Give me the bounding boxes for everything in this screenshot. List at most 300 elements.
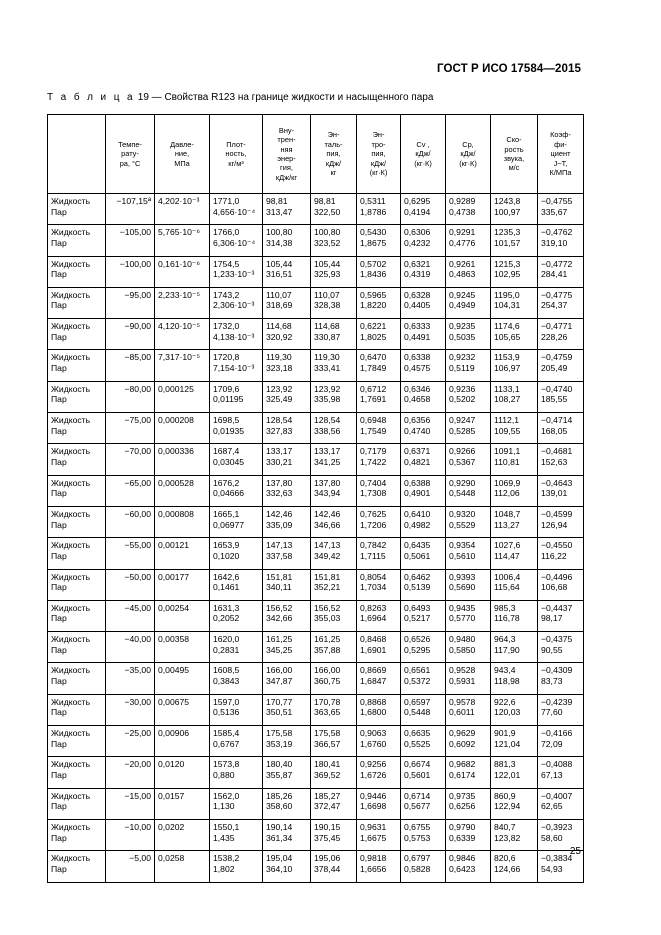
jt-cell	[538, 600, 584, 631]
u-cell	[263, 851, 311, 882]
w-cell	[491, 851, 538, 882]
cp-value: 0,5931	[449, 676, 476, 687]
table-row	[48, 569, 584, 600]
u-value: 142,46	[266, 508, 293, 519]
s-value: 0,6470	[360, 352, 387, 363]
u-value: 114,68	[266, 321, 292, 332]
s-value: 1,7691	[360, 394, 387, 405]
pressure-cell	[155, 350, 210, 381]
jt-value: −0,4755	[541, 196, 573, 206]
h-value: 110,07	[314, 289, 340, 300]
pressure-cell	[155, 256, 210, 287]
rho-value: 0,1020	[213, 550, 240, 561]
temperature-cell	[106, 350, 155, 381]
phase-label: Пар	[51, 801, 67, 812]
cv-cell	[401, 538, 446, 569]
s-value: 0,9631	[360, 821, 387, 832]
u-cell	[263, 788, 311, 819]
jt-cell	[538, 569, 584, 600]
phase-label: Пар	[51, 237, 67, 248]
cp-cell	[446, 663, 491, 694]
u-cell	[263, 319, 311, 350]
cp-value: 0,6423	[449, 863, 476, 874]
pressure-cell	[155, 819, 210, 850]
w-cell	[491, 225, 538, 256]
cv-value: 0,5601	[404, 769, 431, 780]
u-cell	[263, 506, 311, 537]
u-value: 100,80	[266, 227, 293, 238]
s-value: 1,6901	[360, 644, 387, 655]
s-cell	[357, 350, 401, 381]
jt-value: 77,60	[541, 707, 563, 718]
cv-value: 0,6356	[404, 415, 431, 426]
s-value: 0,7404	[360, 477, 387, 488]
h-value: 128,54	[314, 415, 341, 426]
rho-value: 1,130	[213, 801, 235, 812]
cp-value: 0,9790	[449, 821, 476, 832]
w-cell	[491, 444, 538, 475]
h-cell	[311, 319, 357, 350]
w-value: 1006,4	[494, 571, 521, 582]
temperature-cell	[106, 413, 155, 444]
column-header-line: трен-	[277, 135, 296, 145]
rho-value: 0,3843	[213, 676, 240, 687]
column-header-line: пия,	[326, 149, 341, 159]
s-cell	[357, 632, 401, 663]
cv-value: 0,4658	[404, 394, 431, 405]
cp-value: 0,9245	[449, 289, 476, 300]
cv-value: 0,6371	[404, 446, 431, 457]
w-cell	[491, 694, 538, 725]
cv-value: 0,6493	[404, 602, 431, 613]
jt-value: −0,4643	[541, 477, 573, 488]
column-header-line: кДж/	[415, 149, 431, 159]
h-value: 166,00	[314, 665, 341, 676]
u-value: 327,83	[266, 425, 293, 436]
temperature-cell	[106, 319, 155, 350]
page-number: 25	[569, 846, 581, 857]
cv-value: 0,5677	[404, 801, 431, 812]
jt-value: −0,4599	[541, 508, 573, 519]
column-header-line: кДж/	[325, 158, 342, 168]
u-cell	[263, 475, 311, 506]
s-value: 1,8025	[360, 331, 387, 342]
cp-value: 0,9435	[449, 602, 476, 613]
pressure-cell	[155, 726, 210, 757]
w-cell	[491, 788, 538, 819]
w-value: 840,7	[494, 821, 516, 832]
temperature-cell	[106, 506, 155, 537]
cp-value: 0,6011	[449, 707, 475, 718]
column-header-line: Cv ,	[416, 139, 430, 149]
u-cell	[263, 632, 311, 663]
s-value: 1,6760	[360, 738, 387, 749]
cp-value: 0,9682	[449, 759, 476, 770]
s-value: 1,7115	[360, 550, 386, 561]
pressure-value: 0,000125	[158, 383, 194, 394]
jt-cell	[538, 256, 584, 287]
rho-cell	[210, 256, 263, 287]
u-cell	[263, 663, 311, 694]
table-row	[48, 287, 584, 318]
rho-value: 0,2052	[213, 613, 240, 624]
h-value: 170,78	[314, 696, 341, 707]
cv-cell	[401, 350, 446, 381]
pressure-cell	[155, 287, 210, 318]
phase-cell	[48, 413, 106, 444]
cp-cell	[446, 726, 491, 757]
u-value: 190,14	[266, 821, 293, 832]
w-value: 100,97	[494, 206, 521, 217]
temperature-cell	[106, 225, 155, 256]
u-value: 330,21	[266, 456, 293, 467]
u-cell	[263, 413, 311, 444]
u-cell	[263, 538, 311, 569]
h-value: 325,93	[314, 269, 341, 280]
pressure-cell	[155, 538, 210, 569]
h-cell	[311, 726, 357, 757]
w-cell	[491, 506, 538, 537]
cv-value: 0,6328	[404, 289, 431, 300]
rho-value: 7,154·10⁻³	[213, 363, 255, 374]
w-cell	[491, 663, 538, 694]
phase-label: Пар	[51, 300, 67, 311]
temperature-cell	[106, 600, 155, 631]
s-value: 0,6948	[360, 415, 387, 426]
rho-value: 1676,2	[213, 477, 240, 488]
w-value: 1174,6	[494, 321, 520, 332]
phase-label: Жидкость	[51, 415, 91, 426]
w-cell	[491, 600, 538, 631]
temperature-value: −85,00	[124, 352, 151, 363]
w-value: 820,6	[494, 853, 516, 864]
phase-label: Пар	[51, 863, 67, 874]
jt-value: 126,94	[541, 519, 568, 530]
rho-value: 1631,3	[213, 602, 240, 613]
rho-cell	[210, 413, 263, 444]
s-cell	[357, 413, 401, 444]
cp-cell	[446, 319, 491, 350]
cp-value: 0,9629	[449, 728, 476, 739]
cv-cell	[401, 287, 446, 318]
rho-value: 0,03045	[213, 456, 245, 467]
cp-value: 0,9291	[449, 227, 476, 238]
cp-value: 0,6339	[449, 832, 476, 843]
s-value: 0,8868	[360, 696, 387, 707]
jt-cell	[538, 506, 584, 537]
column-header-line: К/МПа	[549, 168, 572, 178]
w-value: 122,01	[494, 769, 521, 780]
cv-value: 0,6306	[404, 227, 431, 238]
h-cell	[311, 506, 357, 537]
s-value: 0,8263	[360, 602, 387, 613]
column-header-line: (кг·К)	[369, 168, 388, 178]
temperature-cell	[106, 256, 155, 287]
cp-cell	[446, 569, 491, 600]
cv-value: 0,5061	[404, 550, 431, 561]
u-cell	[263, 694, 311, 725]
table-caption-label: Т а б л и ц а	[47, 92, 135, 103]
phase-label: Жидкость	[51, 258, 91, 269]
temperature-cell	[106, 569, 155, 600]
jt-cell	[538, 663, 584, 694]
jt-value: 98,17	[541, 613, 563, 624]
h-cell	[311, 413, 357, 444]
jt-value: −0,4740	[541, 383, 573, 394]
pressure-cell	[155, 851, 210, 882]
w-value: 881,3	[494, 759, 516, 770]
h-value: 98,81	[314, 196, 336, 206]
rho-value: 1,802	[213, 863, 235, 874]
rho-value: 0,2831	[213, 644, 240, 655]
cp-value: 0,5690	[449, 582, 476, 593]
pressure-value: 0,00358	[158, 634, 190, 645]
pressure-cell	[155, 194, 210, 225]
pressure-value: 0,00121	[158, 540, 190, 551]
rho-value: 1771,0	[213, 196, 240, 206]
jt-value: −0,4771	[541, 321, 573, 332]
pressure-value: 0,000336	[158, 446, 194, 457]
rho-value: 0,6767	[213, 738, 240, 749]
phase-label: Жидкость	[51, 321, 91, 332]
rho-cell	[210, 350, 263, 381]
column-header-line: (кг·К)	[459, 158, 477, 168]
w-value: 901,9	[494, 728, 516, 739]
cv-cell	[401, 726, 446, 757]
cv-value: 0,4901	[404, 488, 431, 499]
u-cell	[263, 757, 311, 788]
cp-value: 0,9266	[449, 446, 476, 457]
jt-cell	[538, 225, 584, 256]
s-cell	[357, 663, 401, 694]
cp-value: 0,9261	[449, 258, 476, 269]
column-header-line: Эн-	[327, 130, 340, 140]
phase-label: Жидкость	[51, 446, 91, 457]
phase-label: Жидкость	[51, 352, 91, 363]
column-header-4	[263, 115, 311, 194]
w-value: 106,97	[494, 363, 521, 374]
cv-value: 0,5217	[404, 613, 431, 624]
temperature-cell	[106, 475, 155, 506]
u-value: 123,92	[266, 383, 293, 394]
w-cell	[491, 350, 538, 381]
cp-value: 0,9289	[449, 196, 476, 206]
cp-cell	[446, 475, 491, 506]
cp-value: 0,9735	[449, 790, 476, 801]
column-header-line: Темпе-	[118, 139, 142, 149]
rho-value: 1754,5	[213, 258, 240, 269]
u-cell	[263, 287, 311, 318]
jt-value: 90,55	[541, 644, 563, 655]
cp-value: 0,9393	[449, 571, 476, 582]
cp-value: 0,9236	[449, 383, 476, 394]
phase-cell	[48, 350, 106, 381]
phase-cell	[48, 475, 106, 506]
s-cell	[357, 694, 401, 725]
cp-value: 0,5035	[449, 331, 476, 342]
table-row	[48, 194, 584, 225]
phase-label: Жидкость	[51, 571, 91, 582]
phase-label: Пар	[51, 519, 67, 530]
s-value: 0,5311	[360, 196, 386, 206]
u-value: 320,92	[266, 331, 293, 342]
h-value: 346,66	[314, 519, 341, 530]
phase-label: Жидкость	[51, 634, 91, 645]
u-value: 119,30	[266, 352, 292, 363]
rho-value: 1653,9	[213, 540, 240, 551]
s-value: 0,9256	[360, 759, 387, 770]
s-value: 0,7842	[360, 540, 387, 551]
temperature-cell	[106, 726, 155, 757]
cv-value: 0,6338	[404, 352, 431, 363]
column-header-9	[491, 115, 538, 194]
jt-value: −0,4762	[541, 227, 573, 238]
cp-value: 0,5202	[449, 394, 476, 405]
jt-value: −0,4759	[541, 352, 573, 363]
pressure-cell	[155, 600, 210, 631]
rho-cell	[210, 475, 263, 506]
jt-value: −0,4309	[541, 665, 573, 676]
h-value: 338,56	[314, 425, 341, 436]
jt-value: −0,4681	[541, 446, 573, 457]
h-cell	[311, 788, 357, 819]
phase-label: Пар	[51, 425, 67, 436]
h-value: 328,38	[314, 300, 341, 311]
column-header-8	[446, 115, 491, 194]
cp-cell	[446, 600, 491, 631]
jt-value: −0,4437	[541, 602, 573, 613]
standard-id: ГОСТ Р ИСО 17584—2015	[436, 63, 581, 75]
h-cell	[311, 381, 357, 412]
s-value: 1,6656	[360, 863, 387, 874]
cp-value: 0,9247	[449, 415, 476, 426]
h-value: 151,81	[314, 571, 341, 582]
h-value: 333,41	[314, 363, 341, 374]
u-value: 337,58	[266, 550, 293, 561]
cv-cell	[401, 194, 446, 225]
table-row	[48, 663, 584, 694]
w-cell	[491, 538, 538, 569]
column-header-line: кДж/	[460, 149, 476, 159]
rho-cell	[210, 600, 263, 631]
rho-value: 1562,0	[213, 790, 240, 801]
rho-cell	[210, 444, 263, 475]
pressure-value: 0,000528	[158, 477, 194, 488]
jt-cell	[538, 413, 584, 444]
cv-value: 0,4575	[404, 363, 431, 374]
w-cell	[491, 632, 538, 663]
u-value: 313,47	[266, 206, 293, 217]
cp-cell	[446, 538, 491, 569]
rho-value: 4,138·10⁻³	[213, 331, 255, 342]
jt-value: 205,49	[541, 363, 568, 374]
w-value: 123,82	[494, 832, 521, 843]
column-header-line: циент	[550, 149, 571, 159]
phase-label: Пар	[51, 707, 67, 718]
h-value: 335,98	[314, 394, 341, 405]
jt-value: 67,13	[541, 769, 563, 780]
s-value: 0,9446	[360, 790, 387, 801]
temperature-cell	[106, 287, 155, 318]
phase-label: Пар	[51, 206, 67, 217]
h-value: 123,92	[314, 383, 341, 394]
cv-cell	[401, 694, 446, 725]
cp-value: 0,6256	[449, 801, 476, 812]
cp-value: 0,6092	[449, 738, 476, 749]
rho-cell	[210, 663, 263, 694]
h-value: 105,44	[314, 258, 341, 269]
s-cell	[357, 819, 401, 850]
phase-label: Пар	[51, 644, 67, 655]
rho-cell	[210, 726, 263, 757]
h-value: 360,75	[314, 676, 341, 687]
temperature-cell	[106, 194, 155, 225]
cv-cell	[401, 819, 446, 850]
cv-value: 0,6597	[404, 696, 431, 707]
h-value: 352,21	[314, 582, 341, 593]
cv-cell	[401, 256, 446, 287]
cv-cell	[401, 569, 446, 600]
properties-table	[47, 114, 584, 883]
cp-value: 0,5367	[449, 456, 476, 467]
w-cell	[491, 569, 538, 600]
column-header-7	[401, 115, 446, 194]
cv-value: 0,6526	[404, 634, 431, 645]
column-header-2	[155, 115, 210, 194]
phase-cell	[48, 569, 106, 600]
phase-label: Жидкость	[51, 728, 91, 739]
temperature-value: −30,00	[124, 696, 151, 707]
h-value: 355,03	[314, 613, 341, 624]
rho-value: 0,5136	[213, 707, 240, 718]
cv-cell	[401, 600, 446, 631]
table-row	[48, 413, 584, 444]
u-value: 161,25	[266, 634, 293, 645]
s-value: 1,7422	[360, 456, 387, 467]
h-cell	[311, 444, 357, 475]
s-value: 0,8468	[360, 634, 387, 645]
phase-label: Жидкость	[51, 227, 91, 238]
cv-value: 0,6410	[404, 508, 431, 519]
u-cell	[263, 194, 311, 225]
column-header-line: ра, °С	[119, 158, 141, 168]
u-value: 325,49	[266, 394, 293, 405]
column-header-line: Ско-	[506, 135, 522, 145]
cp-value: 0,6174	[449, 769, 476, 780]
s-value: 1,8436	[360, 269, 387, 280]
u-value: 342,66	[266, 613, 293, 624]
table-row	[48, 319, 584, 350]
cp-cell	[446, 694, 491, 725]
pressure-value: 0,0157	[158, 790, 185, 801]
jt-value: 116,22	[541, 550, 567, 561]
cp-cell	[446, 256, 491, 287]
s-cell	[357, 319, 401, 350]
column-header-10	[538, 115, 584, 194]
h-cell	[311, 663, 357, 694]
phase-label: Пар	[51, 582, 67, 593]
h-cell	[311, 350, 357, 381]
rho-value: 1550,1	[213, 821, 240, 832]
s-value: 0,8054	[360, 571, 387, 582]
h-cell	[311, 475, 357, 506]
rho-value: 1597,0	[213, 696, 240, 707]
column-header-line: Вну-	[278, 125, 295, 135]
w-value: 102,95	[494, 269, 521, 280]
pressure-value: 0,000208	[158, 415, 194, 426]
w-value: 860,9	[494, 790, 516, 801]
s-value: 1,8675	[360, 237, 387, 248]
